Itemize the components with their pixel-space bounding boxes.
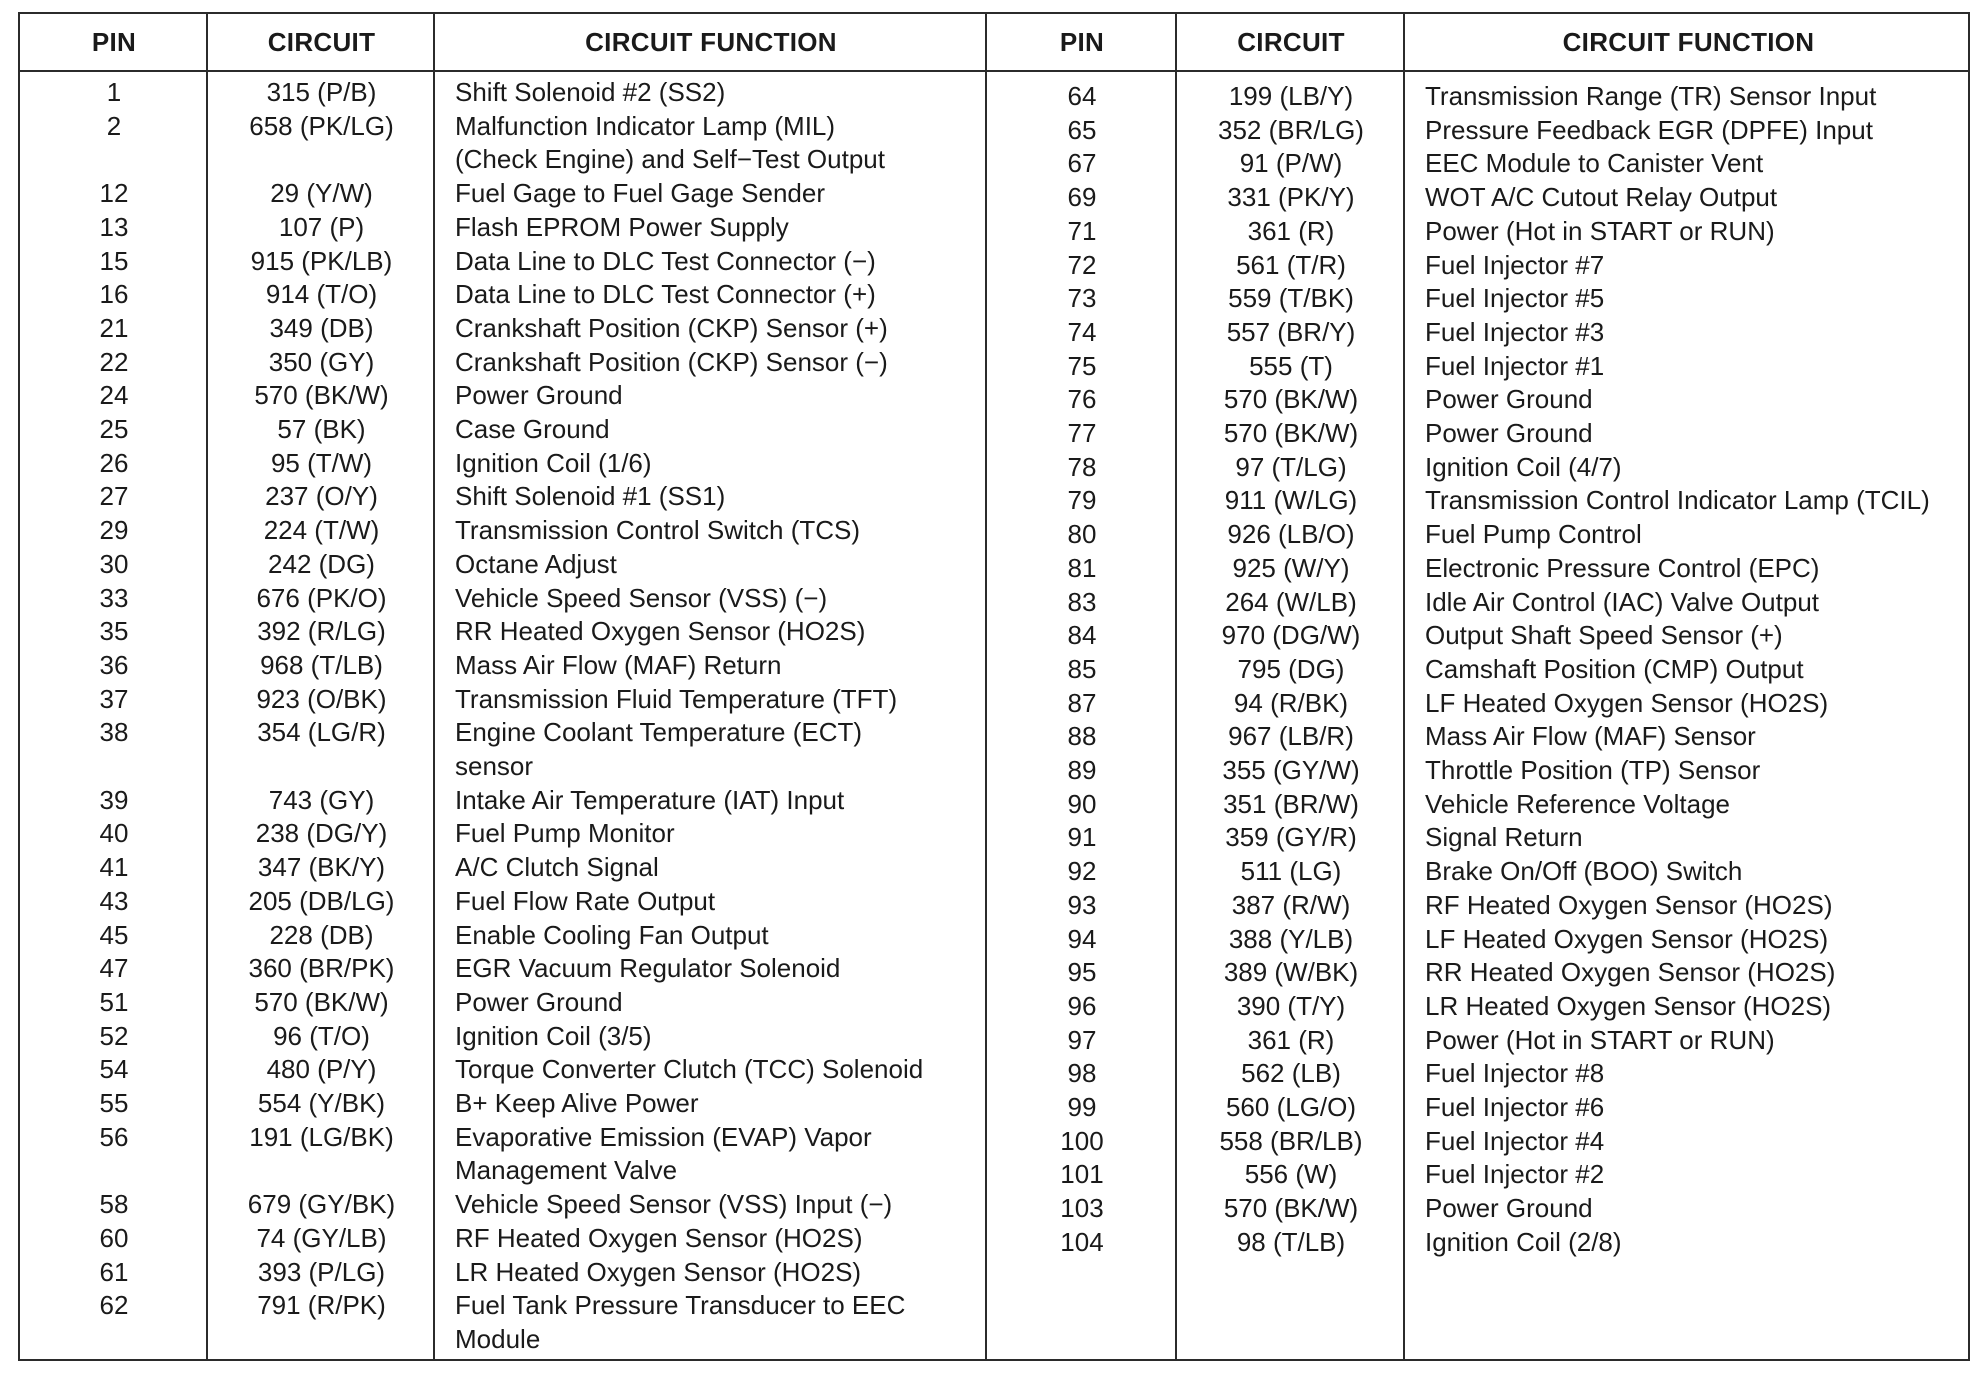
pin-number: 22	[99, 346, 129, 377]
circuit-code: 511 (LG)	[1240, 856, 1342, 887]
circuit-code	[208, 750, 435, 784]
circuit-code: 554 (Y/BK)	[257, 1088, 386, 1118]
circuit-function: Signal Return	[1425, 822, 1583, 853]
circuit-function: Octane Adjust	[455, 548, 617, 579]
circuit-code: 562 (LB)	[1241, 1058, 1341, 1089]
pin-number: 35	[99, 616, 129, 647]
pin-number: 71	[1067, 215, 1097, 246]
circuit-code	[208, 1154, 435, 1188]
pin-number: 62	[99, 1290, 129, 1321]
circuit-function: Shift Solenoid #2 (SS2)	[455, 77, 726, 107]
header-circuit-right: CIRCUIT	[1237, 27, 1345, 57]
circuit-code: 743 (GY)	[268, 784, 375, 815]
pin-number: 56	[99, 1121, 129, 1152]
pin-number: 94	[1067, 923, 1097, 954]
circuit-function: A/C Clutch Signal	[455, 852, 659, 883]
circuit-code: 570 (BK/W)	[254, 986, 389, 1017]
circuit-code: 97 (T/LG)	[1235, 451, 1347, 482]
pin-number: 61	[99, 1256, 129, 1287]
circuit-function: Fuel Tank Pressure Transducer to EEC	[455, 1290, 906, 1321]
circuit-function: Fuel Flow Rate Output	[455, 885, 716, 916]
circuit-code: 98 (T/LB)	[1236, 1226, 1346, 1257]
pin-number: 96	[1067, 990, 1097, 1021]
circuit-code: 967 (LB/R)	[1228, 721, 1354, 752]
header-pin-left: PIN	[91, 27, 137, 57]
pin-number: 29	[99, 515, 129, 546]
circuit-code: 264 (W/LB)	[1225, 586, 1357, 617]
circuit-code: 347 (BK/Y)	[257, 852, 386, 883]
circuit-function: Vehicle Speed Sensor (VSS) (−)	[455, 582, 828, 613]
circuit-code: 557 (BR/Y)	[1226, 316, 1356, 347]
circuit-function: Engine Coolant Temperature (ECT)	[455, 717, 863, 748]
pin-number: 74	[1067, 316, 1097, 347]
circuit-code: 360 (BR/PK)	[248, 953, 395, 984]
circuit-function: (Check Engine) and Self−Test Output	[455, 144, 885, 175]
circuit-function: Power Ground	[1425, 418, 1593, 448]
circuit-function: Mass Air Flow (MAF) Return	[455, 649, 782, 680]
circuit-code: 968 (T/LB)	[260, 649, 383, 680]
header-function-right: CIRCUIT FUNCTION	[1562, 27, 1815, 57]
pin-number: 87	[1067, 687, 1097, 718]
circuit-function: Flash EPROM Power Supply	[455, 211, 789, 242]
circuit-function: Power (Hot in START or RUN)	[1425, 1024, 1775, 1055]
circuit-function: Module	[455, 1323, 541, 1354]
circuit-function: RF Heated Oxygen Sensor (HO2S)	[455, 1222, 863, 1253]
pin-number: 64	[1067, 81, 1097, 111]
circuit-code: 914 (T/O)	[265, 279, 378, 310]
circuit-function: Transmission Control Indicator Lamp (TCIL)	[1425, 485, 1930, 516]
pin-number: 40	[99, 818, 129, 849]
circuit-code: 570 (BK/W)	[254, 380, 389, 411]
circuit-function: Data Line to DLC Test Connector (+)	[455, 279, 876, 310]
circuit-code: 351 (BR/W)	[1223, 788, 1359, 819]
circuit-function: EEC Module to Canister Vent	[1425, 148, 1764, 179]
pin-number: 104	[1060, 1226, 1104, 1257]
pin-number: 27	[99, 481, 129, 512]
circuit-code: 658 (PK/LG)	[249, 110, 394, 141]
pin-number: 25	[99, 414, 129, 444]
circuit-function: LF Heated Oxygen Sensor (HO2S)	[1425, 923, 1829, 954]
circuit-function: Shift Solenoid #1 (SS1)	[455, 481, 726, 512]
circuit-code: 556 (W)	[1244, 1159, 1338, 1190]
circuit-code: 359 (GY/R)	[1225, 822, 1357, 853]
pin-number: 83	[1067, 586, 1097, 617]
pin-number: 12	[99, 178, 129, 209]
circuit-code: 237 (O/Y)	[265, 481, 378, 512]
circuit-function: Intake Air Temperature (IAT) Input	[455, 784, 845, 815]
circuit-code: 354 (LG/R)	[257, 717, 386, 748]
circuit-code: 361 (R)	[1247, 215, 1335, 246]
circuit-code: 791 (R/PK)	[257, 1290, 386, 1321]
circuit-function: RR Heated Oxygen Sensor (HO2S)	[1425, 957, 1836, 988]
circuit-function: LR Heated Oxygen Sensor (HO2S)	[455, 1256, 862, 1287]
circuit-function: Idle Air Control (IAC) Valve Output	[1425, 586, 1820, 617]
circuit-code: 224 (T/W)	[263, 515, 380, 546]
circuit-code: 676 (PK/O)	[256, 582, 387, 613]
circuit-code: 570 (BK/W)	[1223, 418, 1359, 448]
pin-number: 43	[99, 885, 129, 916]
circuit-code: 91 (P/W)	[1239, 148, 1343, 179]
pin-number: 79	[1067, 485, 1097, 516]
pin-number: 47	[99, 953, 129, 984]
pin-number: 1	[106, 77, 122, 107]
circuit-function: Fuel Injector #7	[1425, 249, 1605, 280]
circuit-function: Fuel Injector #2	[1425, 1159, 1605, 1190]
circuit-code: 558 (BR/LB)	[1219, 1125, 1363, 1156]
circuit-function: Transmission Range (TR) Sensor Input	[1425, 81, 1877, 111]
circuit-code: 107 (P)	[278, 211, 365, 242]
header-circuit-left: CIRCUIT	[267, 27, 376, 57]
circuit-function: Ignition Coil (2/8)	[1425, 1226, 1622, 1257]
pin-number: 101	[1060, 1159, 1104, 1190]
circuit-function: Fuel Pump Monitor	[455, 818, 675, 849]
circuit-function: Fuel Pump Control	[1425, 519, 1642, 550]
pin-number: 89	[1067, 755, 1097, 785]
pin-number: 60	[99, 1222, 129, 1253]
circuit-code: 331 (PK/Y)	[1227, 182, 1355, 213]
pin-number: 77	[1067, 418, 1097, 448]
circuit-function: Fuel Injector #3	[1425, 316, 1605, 347]
circuit-function: Ignition Coil (1/6)	[455, 447, 652, 478]
pin-number: 81	[1067, 552, 1097, 583]
pin-number: 92	[1067, 856, 1097, 887]
pin-number: 2	[106, 110, 122, 141]
circuit-code: 29 (Y/W)	[270, 178, 373, 209]
circuit-function: Ignition Coil (3/5)	[455, 1020, 652, 1051]
circuit-function: sensor	[455, 751, 534, 781]
circuit-function: Pressure Feedback EGR (DPFE) Input	[1425, 114, 1873, 145]
circuit-code: 480 (P/Y)	[266, 1054, 377, 1085]
pin-number: 65	[1067, 114, 1097, 145]
circuit-code: 923 (O/BK)	[256, 683, 387, 714]
pin-number: 13	[99, 211, 129, 242]
circuit-code: 560 (LG/O)	[1225, 1092, 1357, 1122]
circuit-code: 390 (T/Y)	[1236, 990, 1346, 1021]
circuit-function: Fuel Injector #6	[1425, 1092, 1605, 1122]
circuit-code: 238 (DG/Y)	[255, 818, 388, 849]
circuit-code: 559 (T/BK)	[1228, 283, 1354, 314]
pin-number: 52	[99, 1020, 129, 1051]
pin-number: 84	[1067, 620, 1097, 651]
pin-number	[20, 750, 208, 784]
pin-number: 93	[1067, 889, 1097, 920]
circuit-function: Data Line to DLC Test Connector (−)	[455, 245, 876, 276]
circuit-function: Transmission Control Switch (TCS)	[455, 515, 861, 546]
circuit-function: RR Heated Oxygen Sensor (HO2S)	[455, 616, 866, 647]
circuit-function: LR Heated Oxygen Sensor (HO2S)	[1425, 990, 1832, 1021]
pin-number: 103	[1060, 1193, 1104, 1224]
circuit-function: Fuel Injector #4	[1425, 1125, 1605, 1156]
circuit-function: B+ Keep Alive Power	[455, 1088, 699, 1118]
circuit-function: Throttle Position (TP) Sensor	[1425, 755, 1761, 785]
circuit-code	[208, 143, 435, 177]
circuit-function: Power Ground	[455, 986, 623, 1017]
pin-number	[20, 1154, 208, 1188]
circuit-code	[208, 1323, 435, 1357]
pin-number: 88	[1067, 721, 1097, 752]
circuit-code: 95 (T/W)	[270, 447, 373, 478]
pin-number: 39	[99, 784, 129, 815]
circuit-function: Management Valve	[455, 1155, 678, 1186]
circuit-function: Ignition Coil (4/7)	[1425, 451, 1622, 482]
circuit-function: Brake On/Off (BOO) Switch	[1425, 856, 1743, 887]
pin-number: 16	[99, 279, 129, 310]
circuit-function: EGR Vacuum Regulator Solenoid	[455, 953, 841, 984]
circuit-code: 389 (W/BK)	[1223, 957, 1359, 988]
circuit-code: 915 (PK/LB)	[250, 245, 393, 276]
circuit-function: RF Heated Oxygen Sensor (HO2S)	[1425, 889, 1833, 920]
circuit-code: 570 (BK/W)	[1223, 384, 1359, 415]
pin-number: 33	[99, 582, 129, 613]
circuit-code: 361 (R)	[1247, 1024, 1335, 1055]
pin-number: 26	[99, 447, 129, 478]
circuit-code: 199 (LB/Y)	[1228, 81, 1354, 111]
pin-number: 75	[1067, 350, 1097, 381]
circuit-code: 679 (GY/BK)	[247, 1189, 396, 1220]
circuit-code: 228 (DB)	[269, 919, 374, 950]
circuit-code: 74 (GY/LB)	[256, 1222, 387, 1253]
header-pin-right: PIN	[1059, 27, 1105, 57]
pin-number: 30	[99, 548, 129, 579]
pinout-table	[18, 12, 1970, 1361]
circuit-function: Vehicle Reference Voltage	[1425, 788, 1730, 819]
pin-number: 41	[99, 852, 129, 883]
circuit-code: 561 (T/R)	[1236, 249, 1346, 280]
pin-number: 55	[99, 1088, 129, 1118]
pin-number: 97	[1067, 1024, 1097, 1055]
circuit-code: 205 (DB/LG)	[248, 885, 395, 916]
pin-number: 36	[99, 649, 129, 680]
pin-number: 99	[1067, 1092, 1097, 1122]
pin-number: 38	[99, 717, 129, 748]
pin-number: 100	[1060, 1125, 1104, 1156]
circuit-function: Fuel Injector #1	[1425, 350, 1605, 381]
circuit-code: 57 (BK)	[277, 414, 366, 444]
circuit-code: 387 (R/W)	[1231, 889, 1351, 920]
pin-number: 95	[1067, 957, 1097, 988]
circuit-code: 242 (DG)	[268, 548, 375, 579]
pin-number	[20, 143, 208, 177]
circuit-function: Evaporative Emission (EVAP) Vapor	[455, 1121, 872, 1152]
pin-number: 76	[1067, 384, 1097, 415]
pin-number: 85	[1067, 653, 1097, 684]
pin-number: 37	[99, 683, 129, 714]
pin-number: 72	[1067, 249, 1097, 280]
pin-number: 21	[99, 312, 129, 343]
circuit-function: Mass Air Flow (MAF) Sensor	[1425, 721, 1756, 752]
circuit-code: 970 (DG/W)	[1221, 620, 1361, 651]
circuit-function: Power Ground	[1425, 384, 1593, 415]
pin-number: 51	[99, 986, 129, 1017]
circuit-function: LF Heated Oxygen Sensor (HO2S)	[1425, 687, 1829, 718]
pin-number: 78	[1067, 451, 1097, 482]
pin-number: 80	[1067, 519, 1097, 550]
pin-number: 69	[1067, 182, 1097, 213]
pin-number: 58	[99, 1189, 129, 1220]
pin-number: 91	[1067, 822, 1097, 853]
circuit-code: 388 (Y/LB)	[1228, 923, 1354, 954]
circuit-code: 191 (LG/BK)	[249, 1121, 394, 1152]
pin-number: 90	[1067, 788, 1097, 819]
circuit-code: 349 (DB)	[269, 312, 374, 343]
circuit-code: 795 (DG)	[1237, 653, 1345, 684]
circuit-code: 911 (W/LG)	[1224, 485, 1358, 516]
pin-number: 24	[99, 380, 129, 411]
pin-number: 15	[99, 245, 129, 276]
circuit-function: Fuel Injector #5	[1425, 283, 1605, 314]
circuit-function: WOT A/C Cutout Relay Output	[1425, 182, 1778, 213]
circuit-code: 96 (T/O)	[273, 1020, 370, 1051]
circuit-code: 350 (GY)	[268, 346, 375, 377]
circuit-code: 555 (T)	[1249, 350, 1333, 381]
circuit-code: 393 (P/LG)	[257, 1256, 386, 1287]
pin-number: 45	[99, 919, 129, 950]
circuit-function: Crankshaft Position (CKP) Sensor (−)	[455, 346, 888, 377]
circuit-code: 315 (P/B)	[266, 77, 377, 107]
circuit-function: Enable Cooling Fan Output	[455, 919, 769, 950]
circuit-code: 355 (GY/W)	[1222, 755, 1360, 785]
circuit-code: 925 (W/Y)	[1232, 552, 1350, 583]
circuit-function: Output Shaft Speed Sensor (+)	[1425, 620, 1783, 651]
circuit-function: Torque Converter Clutch (TCC) Solenoid	[455, 1054, 924, 1085]
pin-number: 73	[1067, 283, 1097, 314]
circuit-function: Crankshaft Position (CKP) Sensor (+)	[455, 312, 888, 343]
circuit-function: Power Ground	[1425, 1193, 1593, 1224]
circuit-code: 352 (BR/LG)	[1218, 114, 1364, 145]
pin-number: 98	[1067, 1058, 1097, 1089]
table-header	[20, 14, 1968, 72]
circuit-code: 570 (BK/W)	[1223, 1193, 1359, 1224]
circuit-function: Malfunction Indicator Lamp (MIL)	[455, 110, 836, 141]
circuit-function: Fuel Injector #8	[1425, 1058, 1605, 1089]
pin-number	[20, 1323, 208, 1357]
circuit-function: Power (Hot in START or RUN)	[1425, 215, 1775, 246]
circuit-function: Power Ground	[455, 380, 623, 411]
circuit-function: Electronic Pressure Control (EPC)	[1425, 552, 1820, 583]
header-function-left: CIRCUIT FUNCTION	[585, 27, 837, 57]
pin-number: 54	[99, 1054, 129, 1085]
circuit-function: Case Ground	[455, 414, 610, 444]
pin-number: 67	[1067, 148, 1097, 179]
circuit-function: Transmission Fluid Temperature (TFT)	[455, 683, 898, 714]
circuit-function: Fuel Gage to Fuel Gage Sender	[455, 178, 826, 209]
circuit-code: 926 (LB/O)	[1227, 519, 1355, 550]
circuit-code: 94 (R/BK)	[1233, 687, 1349, 718]
circuit-function: Camshaft Position (CMP) Output	[1425, 653, 1804, 684]
circuit-code: 392 (R/LG)	[257, 616, 386, 647]
circuit-function: Vehicle Speed Sensor (VSS) Input (−)	[455, 1189, 893, 1220]
